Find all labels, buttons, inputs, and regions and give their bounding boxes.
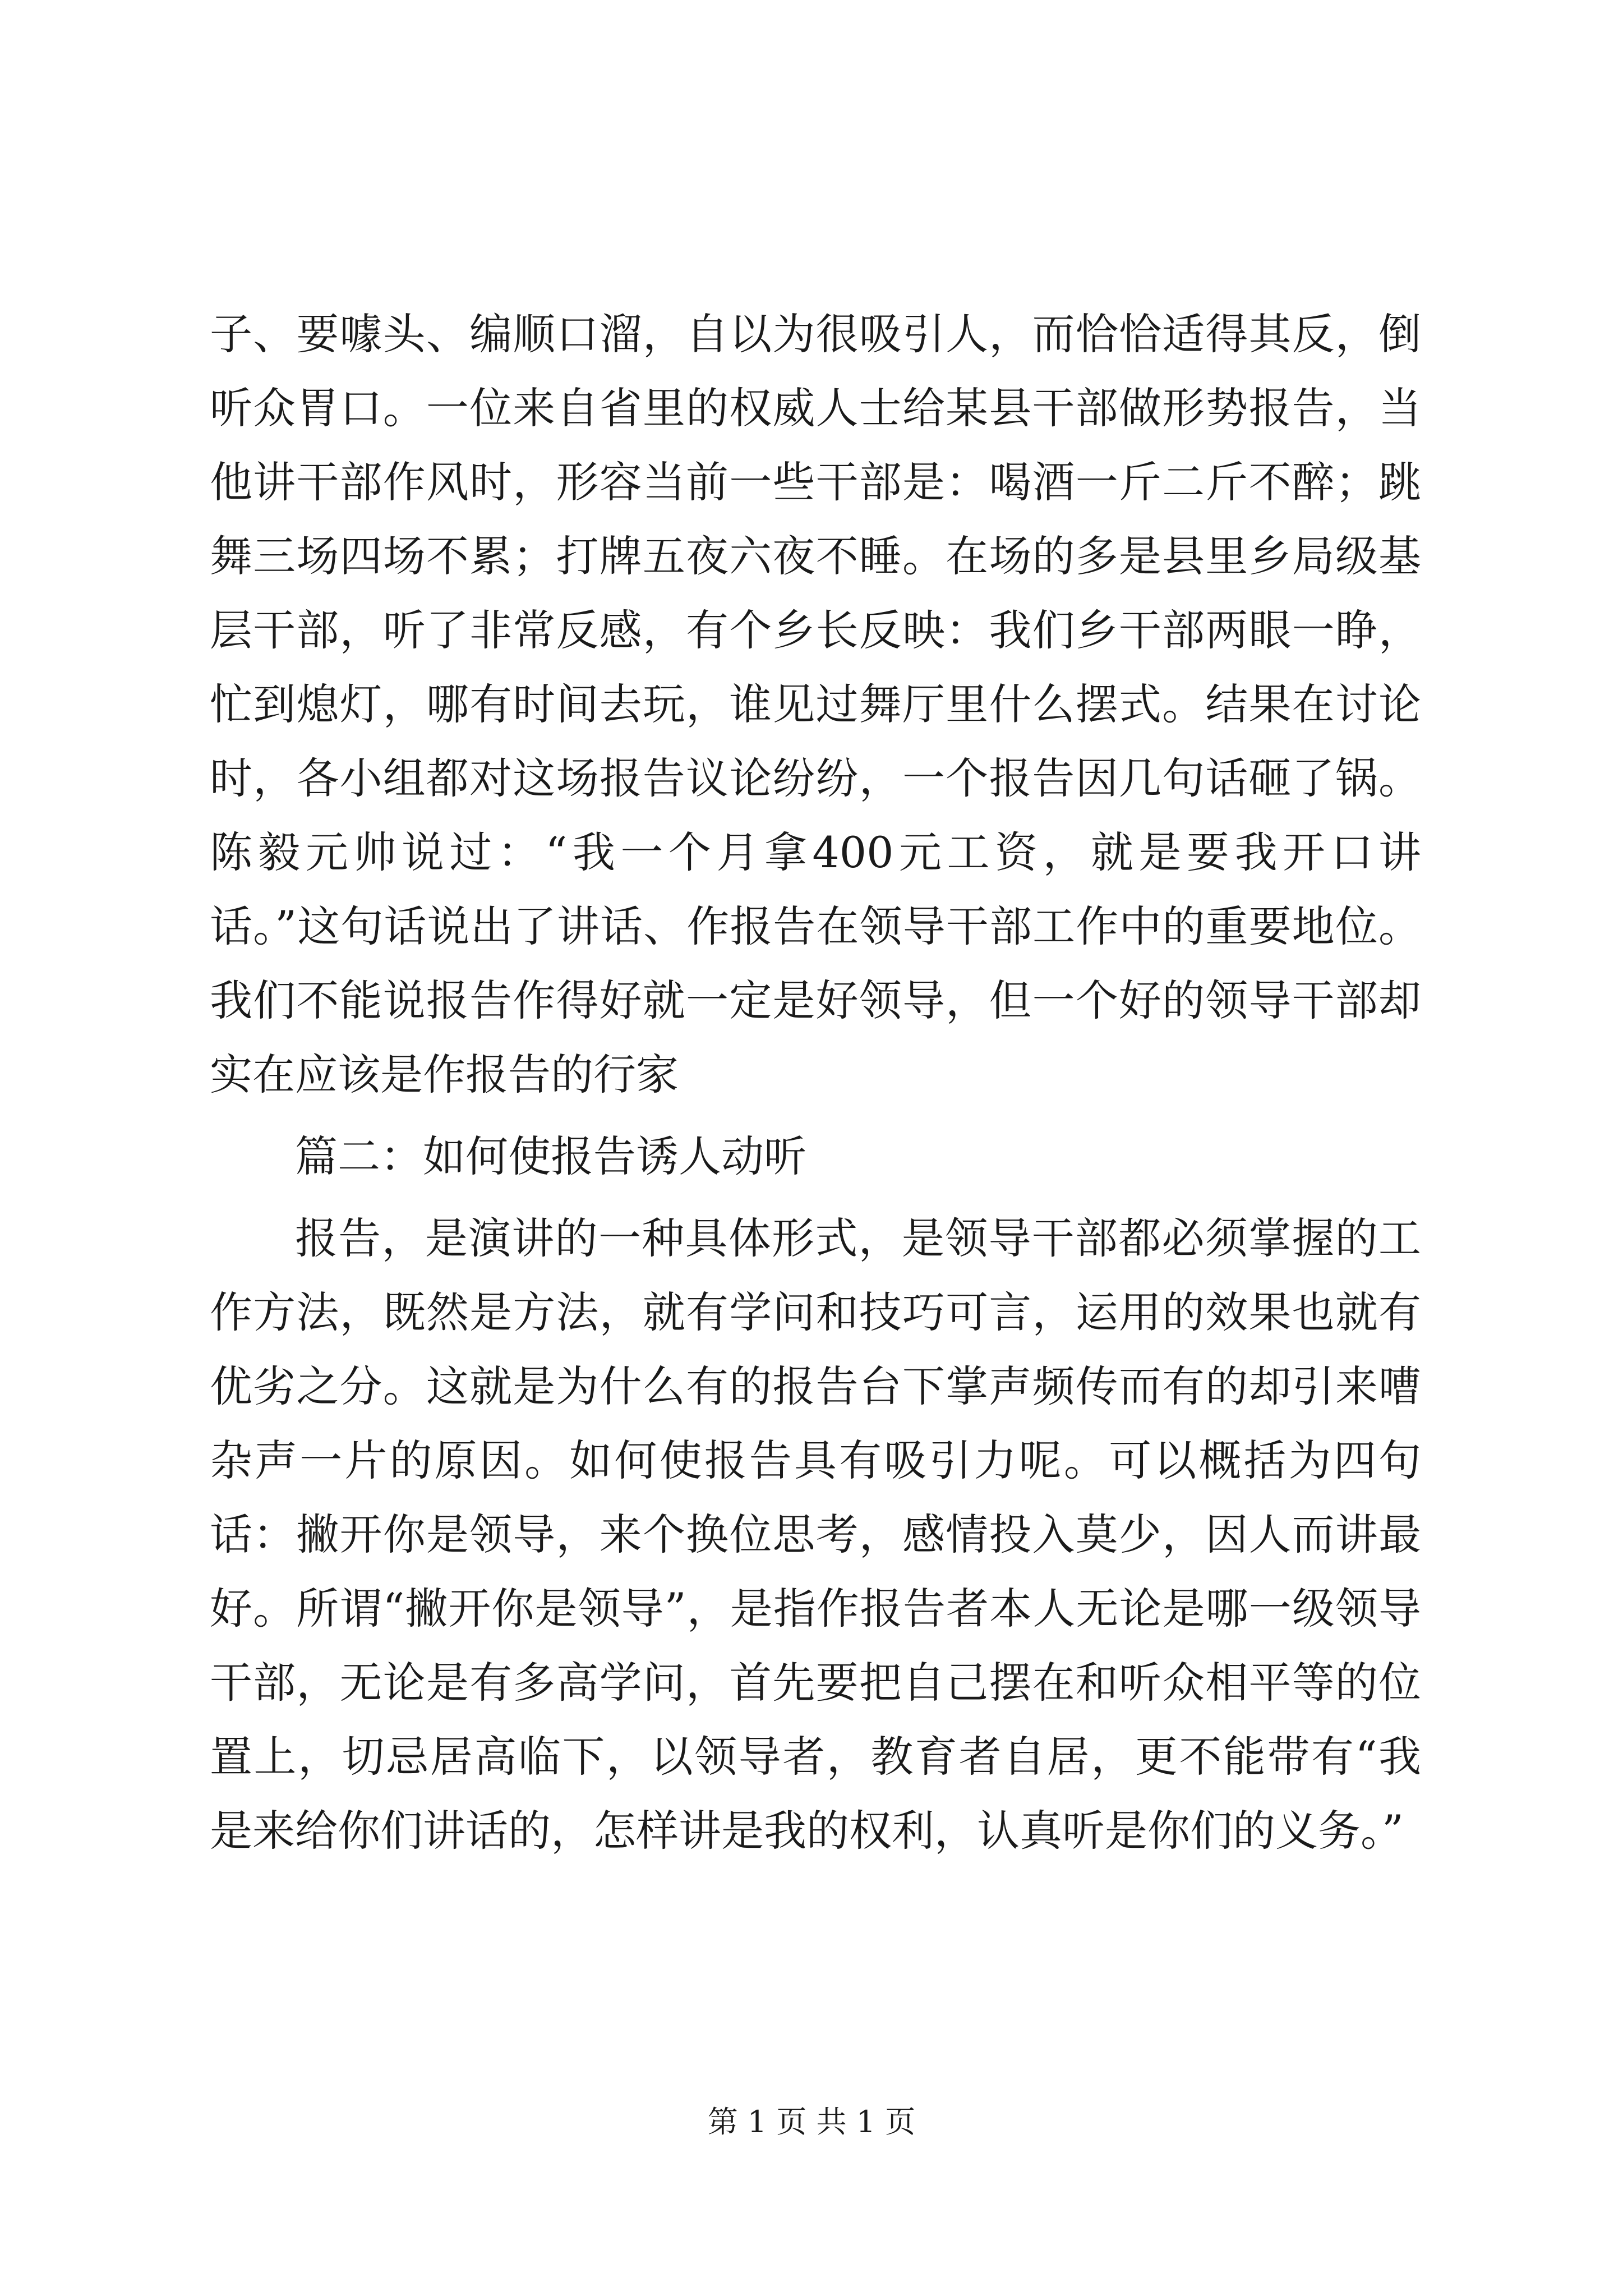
page-number-label: 第 1 页 共 1 页 <box>707 2104 916 2139</box>
paragraph-continuation: 子、要噱头、编顺口溜，自以为很吸引人，而恰恰适得其反，倒听众胃口。一位来自省里的权威人士给某县干部做形势报告，当他讲干部作风时，形容当前一些干部是：喝酒一斤二斤不醉；跳舞三场四场不累；打牌五夜六夜不睡。在场的多是县里乡局级基层干部，听了非常反感，有个乡长反映：我们乡干部两眼一睁，忙到熄灯，哪有时间去玩，谁见过舞厅里什么摆式。结果在讨论时，各小组都对这场报告议论纷纷，一个报告因几句话砸了锅。陈毅元帅说过：“我一个月拿400元工资，就是要我开口讲话。”这句话说出了讲话、作报告在领导干部工作中的重要地位。我们不能说报告作得好就一定是好领导，但一个好的领导干部却实在应该是作报告的行家 <box>210 309 1421 1099</box>
section-heading: 篇二：如何使报告诱人动听 <box>295 1131 806 1181</box>
page-footer <box>0 2102 1623 2142</box>
document-body <box>210 297 1421 1868</box>
paragraph-body: 报告，是演讲的一种具体形式，是领导干部都必须掌握的工作方法，既然是方法，就有学问和技巧可言，运用的效果也就有优劣之分。这就是为什么有的报告台下掌声频传而有的却引来嘈杂声一片的原因。如何使报告具有吸引力呢。可以概括为四句话：撇开你是领导，来个换位思考，感情投入莫少，因人而讲最好。所谓“撇开你是领导”，是指作报告者本人无论是哪一级领导干部，无论是有多高学问，首先要把自己摆在和听众相平等的位置上，切忌居高临下，以领导者，教育者自居，更不能带有“我是来给你们讲话的，怎样讲是我的权利，认真听是你们的义务。” <box>210 1213 1421 1856</box>
